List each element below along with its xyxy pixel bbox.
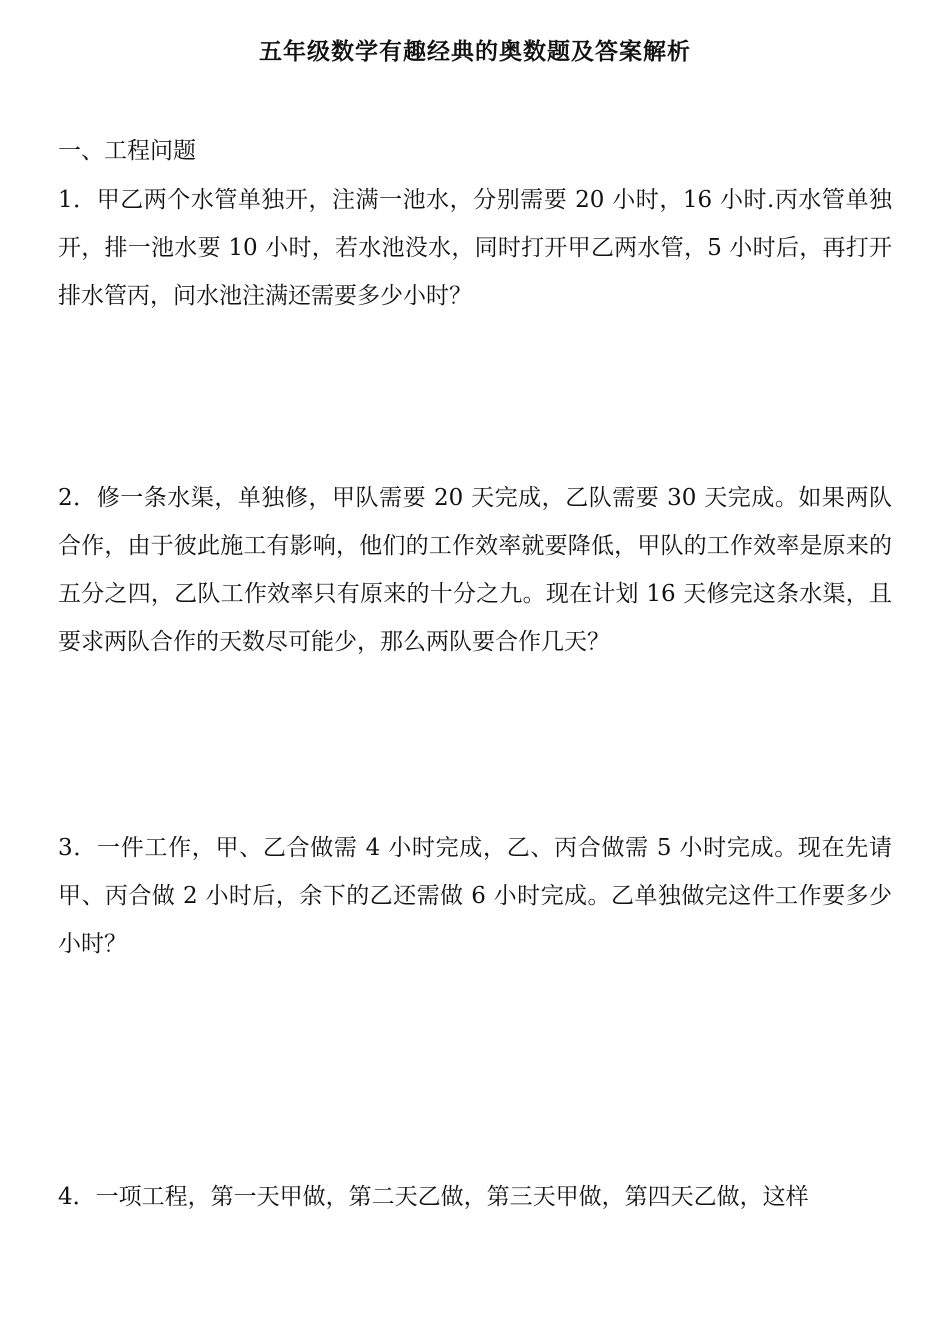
question-3 [58, 824, 892, 968]
section-heading: 一、工程问题 [58, 138, 196, 164]
question-text: 2．修一条水渠，单独修，甲队需要 20 天完成，乙队需要 30 天完成。如果两队合作，由于彼此施工有影响，他们的工作效率就要降低，甲队的工作效率是原来的五分之四，乙队工作效率只有原来的十分之九。现在计划 16 天修完这条水渠，且要求两队合作的天数尽可能少，那么两队要合作几天？ [58, 485, 892, 655]
question-4 [58, 1173, 892, 1221]
question-text: 3．一件工作，甲、乙合做需 4 小时完成，乙、丙合做需 5 小时完成。现在先请甲、丙合做 2 小时后，余下的乙还需做 6 小时完成。乙单独做完这件工作要多少小时？ [58, 835, 892, 957]
question-2 [58, 474, 892, 666]
question-text: 1．甲乙两个水管单独开，注满一池水，分别需要 20 小时，16 小时.丙水管单独开，排一池水要 10 小时，若水池没水，同时打开甲乙两水管，5 小时后，再打开排水管丙，问水池注满还需要多少小时？ [58, 187, 892, 309]
question-1 [58, 176, 892, 320]
document-title: 五年级数学有趣经典的奥数题及答案解析 [259, 38, 691, 65]
question-text: 4．一项工程，第一天甲做，第二天乙做，第三天甲做，第四天乙做，这样 [58, 1184, 809, 1210]
